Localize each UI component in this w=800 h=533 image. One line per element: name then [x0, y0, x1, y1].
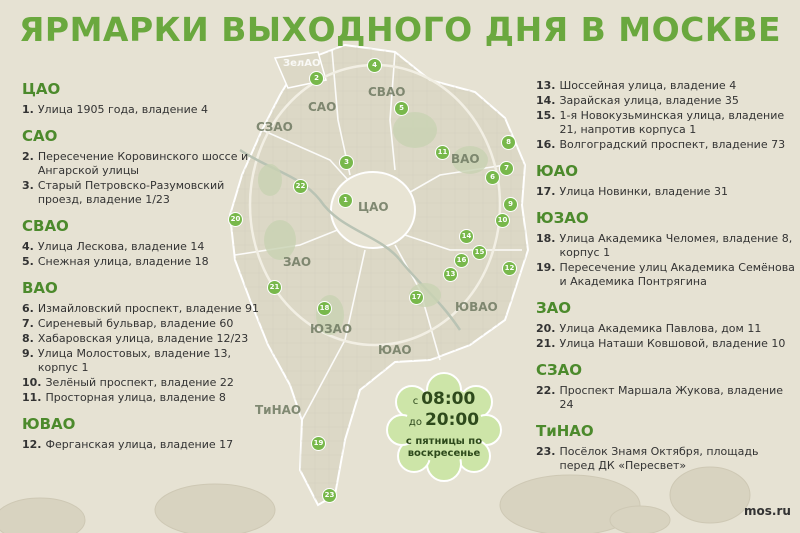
list-item: [22, 179, 272, 207]
list-item: [22, 332, 272, 346]
map-marker[interactable]: 15: [473, 246, 486, 259]
item-address: Улица Наташи Ковшовой, владение 10: [559, 337, 786, 350]
map-label-yuzao: ЮЗАО: [310, 322, 353, 336]
item-address: Зелёный проспект, владение 22: [45, 376, 234, 389]
item-number: 22.: [536, 384, 556, 397]
item-number: 19.: [536, 261, 556, 274]
item-number: 12.: [22, 438, 42, 451]
map-marker[interactable]: 21: [268, 281, 281, 294]
item-address: Улица Академика Павлова, дом 11: [559, 322, 762, 335]
item-address: Волгоградский проспект, владение 73: [559, 138, 786, 151]
map-marker[interactable]: 2: [310, 72, 323, 85]
item-address: Улица Лескова, владение 14: [37, 240, 205, 253]
item-number: 10.: [22, 376, 42, 389]
list-item: [22, 438, 272, 452]
map-label-sao: САО: [308, 100, 337, 114]
map-marker[interactable]: 1: [339, 194, 352, 207]
map-marker[interactable]: 4: [368, 59, 381, 72]
list-item: [536, 261, 796, 289]
schedule-days: с пятницы по воскресенье: [405, 436, 483, 459]
item-number: 4.: [22, 240, 34, 253]
schedule-to: [391, 411, 497, 432]
item-address: Хабаровская улица, владение 12/23: [37, 332, 249, 345]
list-item: [22, 317, 272, 331]
item-address: Улица Академика Челомея, владение 8, корпус 1: [559, 232, 793, 259]
list-item: [536, 79, 796, 93]
item-number: 11.: [22, 391, 42, 404]
map-marker[interactable]: 5: [395, 102, 408, 115]
item-number: 5.: [22, 255, 34, 268]
schedule-from: [391, 390, 497, 411]
item-address: Шоссейная улица, владение 4: [559, 79, 737, 92]
map-label-zelao: ЗелАО: [283, 58, 321, 69]
list-item: [536, 109, 796, 137]
item-address: Пересечение улиц Академика Семёнова и Академика Понтрягина: [559, 261, 795, 288]
map-label-vao: ВАО: [451, 152, 480, 166]
map-marker[interactable]: 11: [436, 146, 449, 159]
map-marker[interactable]: 10: [496, 214, 509, 227]
schedule-from-prefix: с: [412, 396, 419, 407]
schedule-badge: [391, 384, 497, 466]
item-number: 18.: [536, 232, 556, 245]
item-address: Ферганская улица, владение 17: [45, 438, 234, 451]
item-number: 13.: [536, 79, 556, 92]
district-heading: ЦАО: [22, 80, 61, 98]
list-item: [22, 347, 272, 375]
list-item: [536, 94, 796, 108]
map-label-yuao: ЮАО: [378, 343, 412, 357]
item-number: 9.: [22, 347, 34, 360]
map-marker[interactable]: 8: [502, 136, 515, 149]
map-marker[interactable]: 6: [486, 171, 499, 184]
map-marker[interactable]: 14: [460, 230, 473, 243]
item-number: 20.: [536, 322, 556, 335]
district-heading: ЮЗАО: [536, 209, 589, 227]
item-number: 23.: [536, 445, 556, 458]
map-marker[interactable]: 23: [323, 489, 336, 502]
item-number: 16.: [536, 138, 556, 151]
district-heading: ТиНАО: [536, 422, 594, 440]
district-heading: СЗАО: [536, 361, 583, 379]
map-label-szao: СЗАО: [256, 120, 293, 134]
map-label-yuvao: ЮВАО: [455, 300, 498, 314]
item-number: 1.: [22, 103, 34, 116]
item-address: Улица 1905 года, владение 4: [37, 103, 209, 116]
map-marker[interactable]: 20: [229, 213, 242, 226]
schedule-to-prefix: до: [408, 417, 422, 428]
map-marker[interactable]: 3: [340, 156, 353, 169]
item-address: Посёлок Знамя Октября, площадь перед ДК «Пересвет»: [559, 445, 759, 472]
list-item: [536, 337, 796, 351]
right-column: [536, 79, 796, 474]
item-address: Снежная улица, владение 18: [37, 255, 209, 268]
item-address: Проспект Маршала Жукова, владение 24: [559, 384, 784, 411]
item-number: 15.: [536, 109, 556, 122]
list-item: [22, 376, 272, 390]
list-item: [536, 185, 796, 199]
map-marker[interactable]: 12: [503, 262, 516, 275]
list-item: [22, 240, 272, 254]
list-item: [22, 150, 272, 178]
item-address: Зарайская улица, владение 35: [559, 94, 739, 107]
schedule-to-time: 20:00: [424, 410, 480, 430]
item-address: Пересечение Коровинского шоссе и Ангарской улицы: [37, 150, 249, 177]
map-marker[interactable]: 13: [444, 268, 457, 281]
item-number: 6.: [22, 302, 34, 315]
map-label-cao: ЦАО: [358, 200, 389, 214]
item-number: 8.: [22, 332, 34, 345]
item-address: Сиреневый бульвар, владение 60: [37, 317, 234, 330]
map-marker[interactable]: 22: [294, 180, 307, 193]
left-column: [22, 80, 272, 453]
item-number: 3.: [22, 179, 34, 192]
list-item: [536, 384, 796, 412]
item-number: 2.: [22, 150, 34, 163]
map-marker[interactable]: 9: [504, 198, 517, 211]
item-number: 14.: [536, 94, 556, 107]
mos-ru-logo[interactable]: mos.ru: [744, 504, 791, 518]
list-item: [536, 322, 796, 336]
map-label-svao: СВАО: [368, 85, 406, 99]
map-marker[interactable]: 19: [312, 437, 325, 450]
map-marker[interactable]: 16: [455, 254, 468, 267]
schedule-from-time: 08:00: [421, 389, 476, 409]
item-address: Измайловский проспект, владение 91: [37, 302, 260, 315]
item-number: 7.: [22, 317, 34, 330]
list-item: [22, 391, 272, 405]
page-title: ЯРМАРКИ ВЫХОДНОГО ДНЯ В МОСКВЕ: [18, 10, 782, 49]
item-address: 1-я Новокузьминская улица, владение 21, напротив корпуса 1: [559, 109, 785, 136]
list-item: [536, 232, 796, 260]
list-item: [536, 138, 796, 152]
district-heading: САО: [22, 127, 58, 145]
map-label-tinao: ТиНАО: [255, 403, 302, 417]
map-marker[interactable]: 17: [410, 291, 423, 304]
list-item: [22, 255, 272, 269]
item-number: 21.: [536, 337, 556, 350]
item-address: Просторная улица, владение 8: [45, 391, 226, 404]
district-heading: ЮАО: [536, 162, 578, 180]
map-label-zao: ЗАО: [283, 255, 312, 269]
district-heading: ЗАО: [536, 299, 572, 317]
district-heading: СВАО: [22, 217, 69, 235]
item-address: Старый Петровско-Разумовский проезд, владение 1/23: [37, 179, 225, 206]
item-address: Улица Молостовых, владение 13, корпус 1: [37, 347, 232, 374]
item-number: 17.: [536, 185, 556, 198]
map-marker[interactable]: 7: [500, 162, 513, 175]
district-heading: ВАО: [22, 279, 58, 297]
map-marker[interactable]: 18: [318, 302, 331, 315]
list-item: [536, 445, 796, 473]
list-item: [22, 302, 272, 316]
list-item: [22, 103, 272, 117]
district-heading: ЮВАО: [22, 415, 76, 433]
item-address: Улица Новинки, владение 31: [559, 185, 728, 198]
